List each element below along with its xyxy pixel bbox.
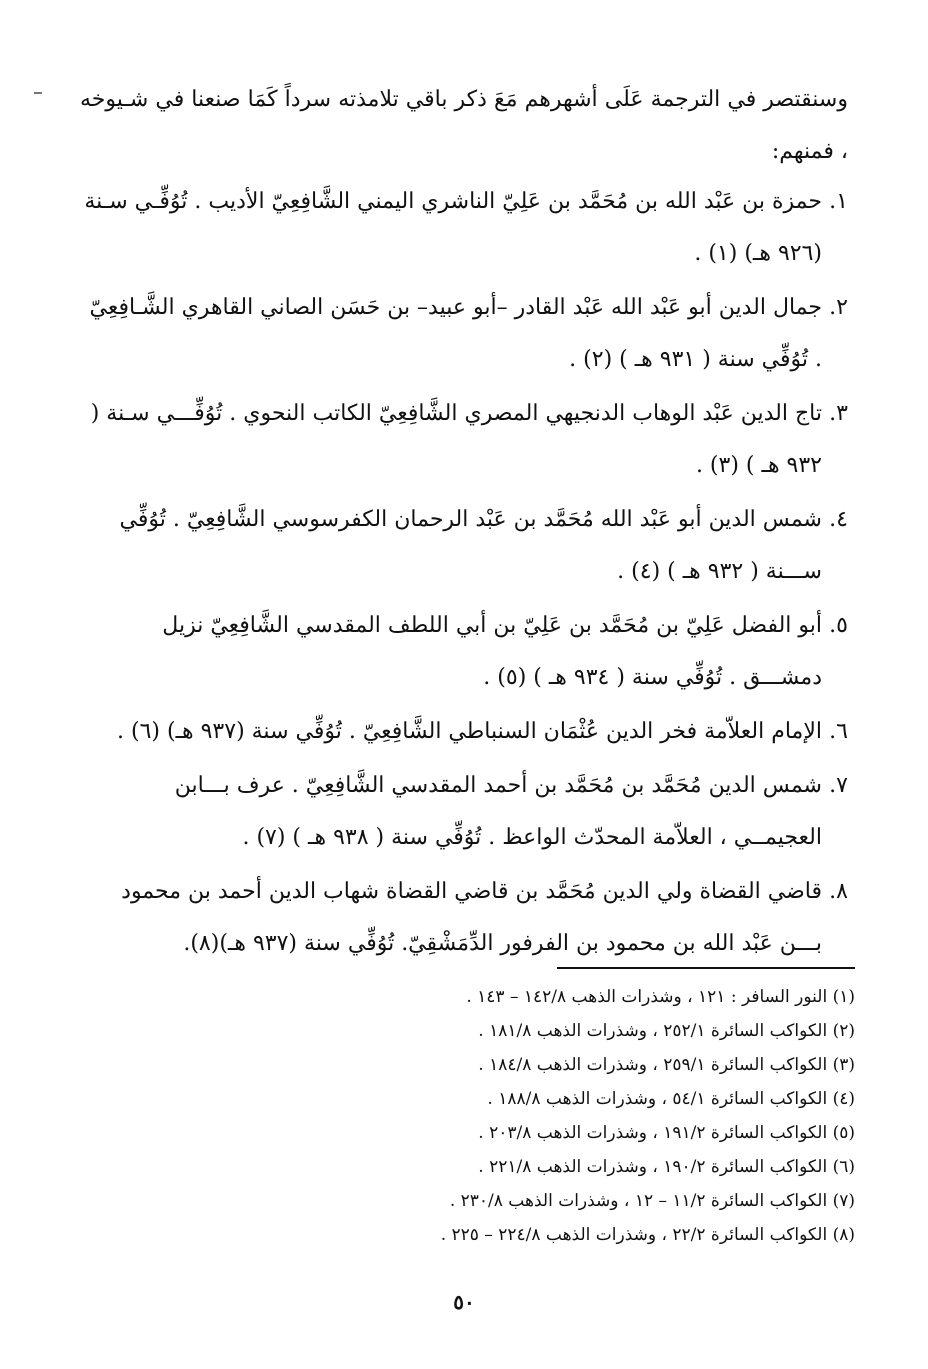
item-text: الإمام العلاّمة فخر الدين عُثْمَان السنباطي الشَّافِعِيّ . تُوُفِّي سنة (٩٣٧ هـ) (٦) .: [117, 719, 822, 744]
footnote: (٨) الكواكب السائرة ٢٢/٢ ، وشذرات الذهب ٢٢٤/٨ – ٢٢٥ .: [440, 1225, 855, 1245]
item-number: ١.: [829, 189, 848, 214]
item-number: ٨.: [829, 879, 848, 904]
list-item: [80, 706, 848, 758]
item-text: قاضي القضاة ولي الدين مُحَمَّد بن قاضي القضاة شهاب الدين أحمد بن محمود بـــن عَبْد الله بن محمود بن الفرفور الدِّمَشْقِيّ. تُوُفِّي سنة (٩٣٧ هـ)(٨).: [121, 879, 822, 956]
footnote: (٦) الكواكب السائرة ١٩٠/٢ ، وشذرات الذهب ٢٢١/٨ .: [478, 1157, 855, 1177]
footnote: (٥) الكواكب السائرة ١٩١/٢ ، وشذرات الذهب ٢٠٣/٨ .: [478, 1123, 855, 1143]
item-text: شمس الدين مُحَمَّد بن مُحَمَّد بن أحمد المقدسي الشَّافِعِيّ . عرف بـــابن العجيمــي ، العلاّمة المحدّث الواعظ . تُوُفِّي سنة ( ٩٣٨ هـ ) (٧) .: [174, 773, 822, 850]
item-text: أبو الفضل عَلِيّ بن مُحَمَّد بن عَلِيّ بن أبي اللطف المقدسي الشَّافِعِيّ نزيل دمشـــق . تُوُفِّي سنة ( ٩٣٤ هـ ) (٥) .: [162, 613, 822, 690]
list-item: [80, 282, 848, 386]
list-item: [80, 388, 848, 492]
list-item: [80, 176, 848, 280]
scan-speck: [34, 92, 42, 94]
item-number: ٧.: [829, 773, 848, 798]
item-number: ٦.: [829, 719, 848, 744]
footnote: (١) النور السافر : ١٢١ ، وشذرات الذهب ١٤٢/٨ – ١٤٣ .: [466, 987, 855, 1007]
students-list: [80, 176, 848, 972]
footnote: (٢) الكواكب السائرة ٢٥٢/١ ، وشذرات الذهب ١٨١/٨ .: [478, 1021, 855, 1041]
item-number: ٣.: [829, 401, 848, 426]
item-number: ٢.: [829, 295, 848, 320]
footnote: (٣) الكواكب السائرة ٢٥٩/١ ، وشذرات الذهب ١٨٤/٨ .: [478, 1055, 855, 1075]
item-text: تاج الدين عَبْد الوهاب الدنجيهي المصري الشَّافِعِيّ الكاتب النحوي . تُوُفِّـــي سـنة ( ٩٣٢ هـ ) (٣) .: [90, 401, 822, 478]
item-number: ٥.: [829, 613, 848, 638]
footnote-separator: [557, 967, 855, 969]
footnote: (٤) الكواكب السائرة ٥٤/١ ، وشذرات الذهب ١٨٨/٨ .: [487, 1089, 855, 1109]
intro-paragraph: وسنقتصر في الترجمة عَلَى أشهرهم مَعَ ذكر باقي تلامذته سرداً كَمَا صنعنا في شـيوخه ، فمنهم:: [80, 87, 848, 164]
footnote: (٧) الكواكب السائرة ١١/٢ – ١٢ ، وشذرات الذهب ٢٣٠/٨ .: [449, 1191, 855, 1211]
list-item: [80, 494, 848, 598]
item-text: جمال الدين أبو عَبْد الله عَبْد القادر –أبو عبيد– بن حَسَن الصاني القاهري الشَّـافِعِيّ . تُوُفِّي سنة ( ٩٣١ هـ ) (٢) .: [89, 295, 822, 372]
page-number: ٥٠: [453, 1290, 475, 1314]
item-text: حمزة بن عَبْد الله بن مُحَمَّد بن عَلِيّ الناشري اليمني الشَّافِعِيّ الأديب . تُوُفِّـي سـنة (٩٢٦ هـ) (١) .: [84, 189, 822, 266]
list-item: [80, 600, 848, 704]
footnotes: [80, 980, 855, 1252]
item-number: ٤.: [829, 507, 848, 532]
list-item: [80, 866, 848, 970]
item-text: شمس الدين أبو عَبْد الله مُحَمَّد بن عَبْد الرحمان الكفرسوسي الشَّافِعِيّ . تُوُفِّي ســـنة ( ٩٣٢ هـ ) (٤) .: [119, 507, 822, 584]
list-item: [80, 760, 848, 864]
